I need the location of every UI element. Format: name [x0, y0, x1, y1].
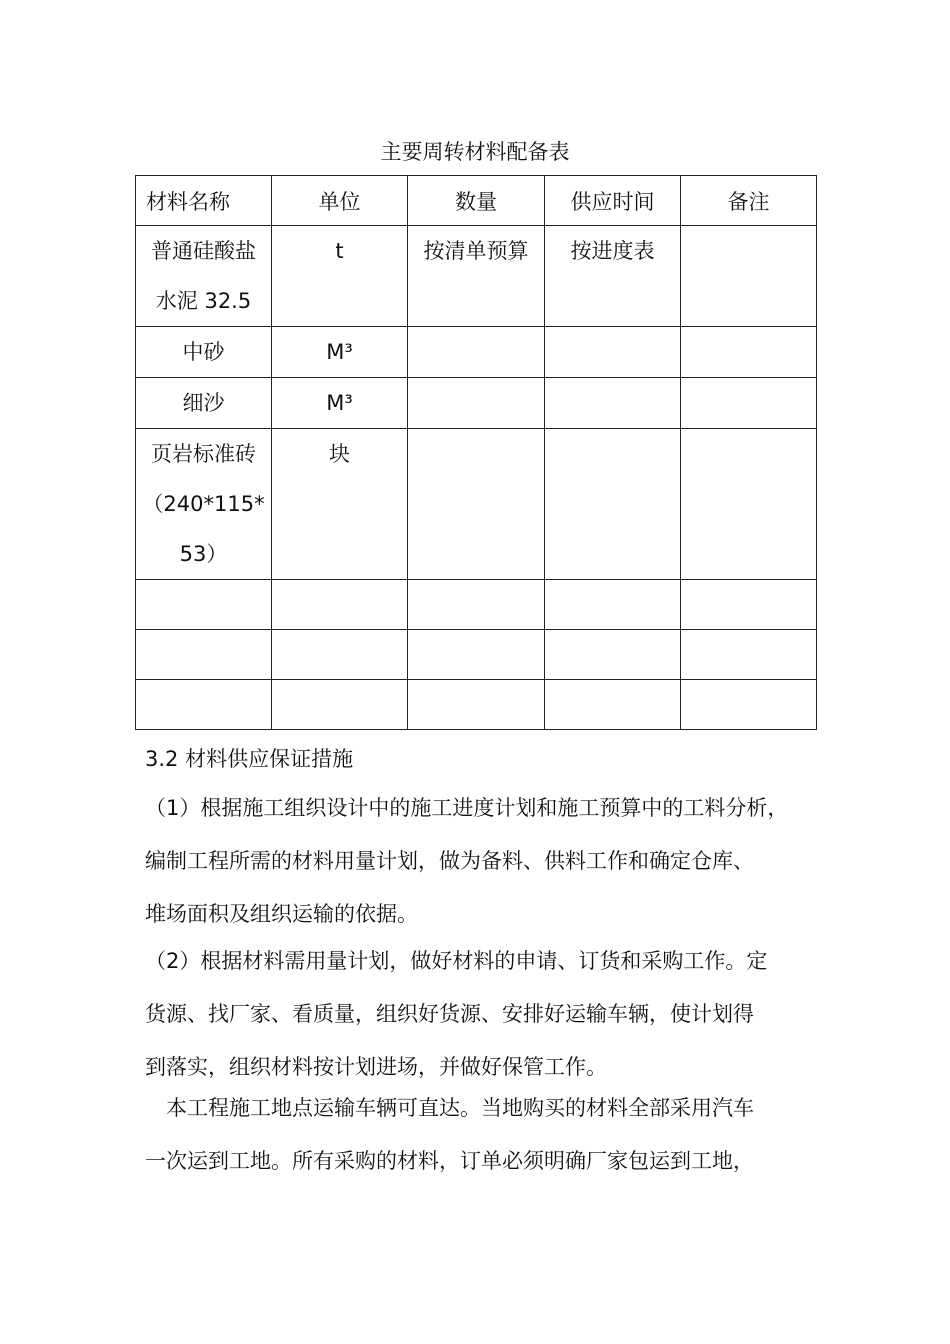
cell-text: M³ [326, 391, 353, 415]
cell-material-name [136, 378, 272, 429]
paragraph-line: 到落实，组织材料按计划进场，并做好保管工作。 [145, 1055, 607, 1079]
cell-supply-time [545, 680, 681, 730]
table-row [136, 378, 817, 429]
cell-unit [272, 378, 408, 429]
cell-material-name [136, 680, 272, 730]
table-title: 主要周转材料配备表 [380, 140, 570, 164]
cell-remark [681, 429, 817, 580]
table-row [136, 680, 817, 730]
cell-supply-time [545, 378, 681, 429]
cell-material-name [136, 429, 272, 580]
cell-text: 中砂 [182, 340, 225, 364]
cell-remark [681, 378, 817, 429]
cell-quantity [408, 630, 545, 680]
cell-supply-time [545, 630, 681, 680]
cell-supply-time [545, 580, 681, 630]
table-row [136, 630, 817, 680]
cell-remark [681, 680, 817, 730]
cell-remark [681, 226, 817, 327]
paragraph-2 [145, 935, 835, 1094]
table-row [136, 429, 817, 580]
cell-text: 块 [329, 442, 350, 466]
cell-text: 普通硅酸盐 水泥 32.5 [151, 239, 256, 313]
paragraph-line: 货源、找厂家、看质量，组织好货源、安排好运输车辆，使计划得 [145, 1002, 754, 1026]
cell-text: 细沙 [182, 391, 225, 415]
header-supply-time: 供应时间 [545, 176, 681, 226]
header-unit: 单位 [272, 176, 408, 226]
cell-text: 按进度表 [570, 239, 655, 263]
table-row [136, 226, 817, 327]
cell-quantity [408, 429, 545, 580]
cell-quantity [408, 680, 545, 730]
table-row [136, 580, 817, 630]
header-material-name: 材料名称 [136, 176, 272, 226]
cell-text: 页岩标准砖 （240*115* 53） [142, 442, 265, 566]
cell-unit [272, 680, 408, 730]
cell-unit [272, 327, 408, 378]
cell-unit [272, 226, 408, 327]
cell-supply-time [545, 429, 681, 580]
paragraph-line: （2）根据材料需用量计划，做好材料的申请、订货和采购工作。定 [145, 949, 768, 973]
material-table [135, 175, 817, 730]
cell-supply-time [545, 226, 681, 327]
table-row [136, 327, 817, 378]
cell-text: M³ [326, 340, 353, 364]
paragraph-line: 本工程施工地点运输车辆可直达。当地购买的材料全部采用汽车 [166, 1096, 754, 1120]
header-quantity: 数量 [408, 176, 545, 226]
cell-text: t [335, 239, 344, 263]
cell-unit [272, 630, 408, 680]
paragraph-3 [145, 1082, 835, 1188]
paragraph-line: 堆场面积及组织运输的依据。 [145, 902, 418, 926]
cell-remark [681, 327, 817, 378]
header-remark: 备注 [681, 176, 817, 226]
cell-text: 按清单预算 [423, 239, 529, 263]
cell-unit [272, 429, 408, 580]
cell-quantity [408, 378, 545, 429]
paragraph-line: （1）根据施工组织设计中的施工进度计划和施工预算中的工料分析， [145, 796, 789, 820]
cell-quantity [408, 327, 545, 378]
cell-unit [272, 580, 408, 630]
cell-quantity [408, 580, 545, 630]
cell-remark [681, 580, 817, 630]
cell-material-name [136, 630, 272, 680]
cell-material-name [136, 226, 272, 327]
cell-quantity [408, 226, 545, 327]
paragraph-line: 一次运到工地。所有采购的材料，订单必须明确厂家包运到工地， [145, 1149, 754, 1173]
table-header-row [136, 176, 817, 226]
cell-material-name [136, 580, 272, 630]
paragraph-1 [145, 782, 835, 941]
cell-supply-time [545, 327, 681, 378]
paragraph-line: 编制工程所需的材料用量计划，做为备料、供料工作和确定仓库、 [145, 849, 754, 873]
cell-remark [681, 630, 817, 680]
cell-material-name [136, 327, 272, 378]
section-heading: 3.2 材料供应保证措施 [145, 747, 354, 771]
